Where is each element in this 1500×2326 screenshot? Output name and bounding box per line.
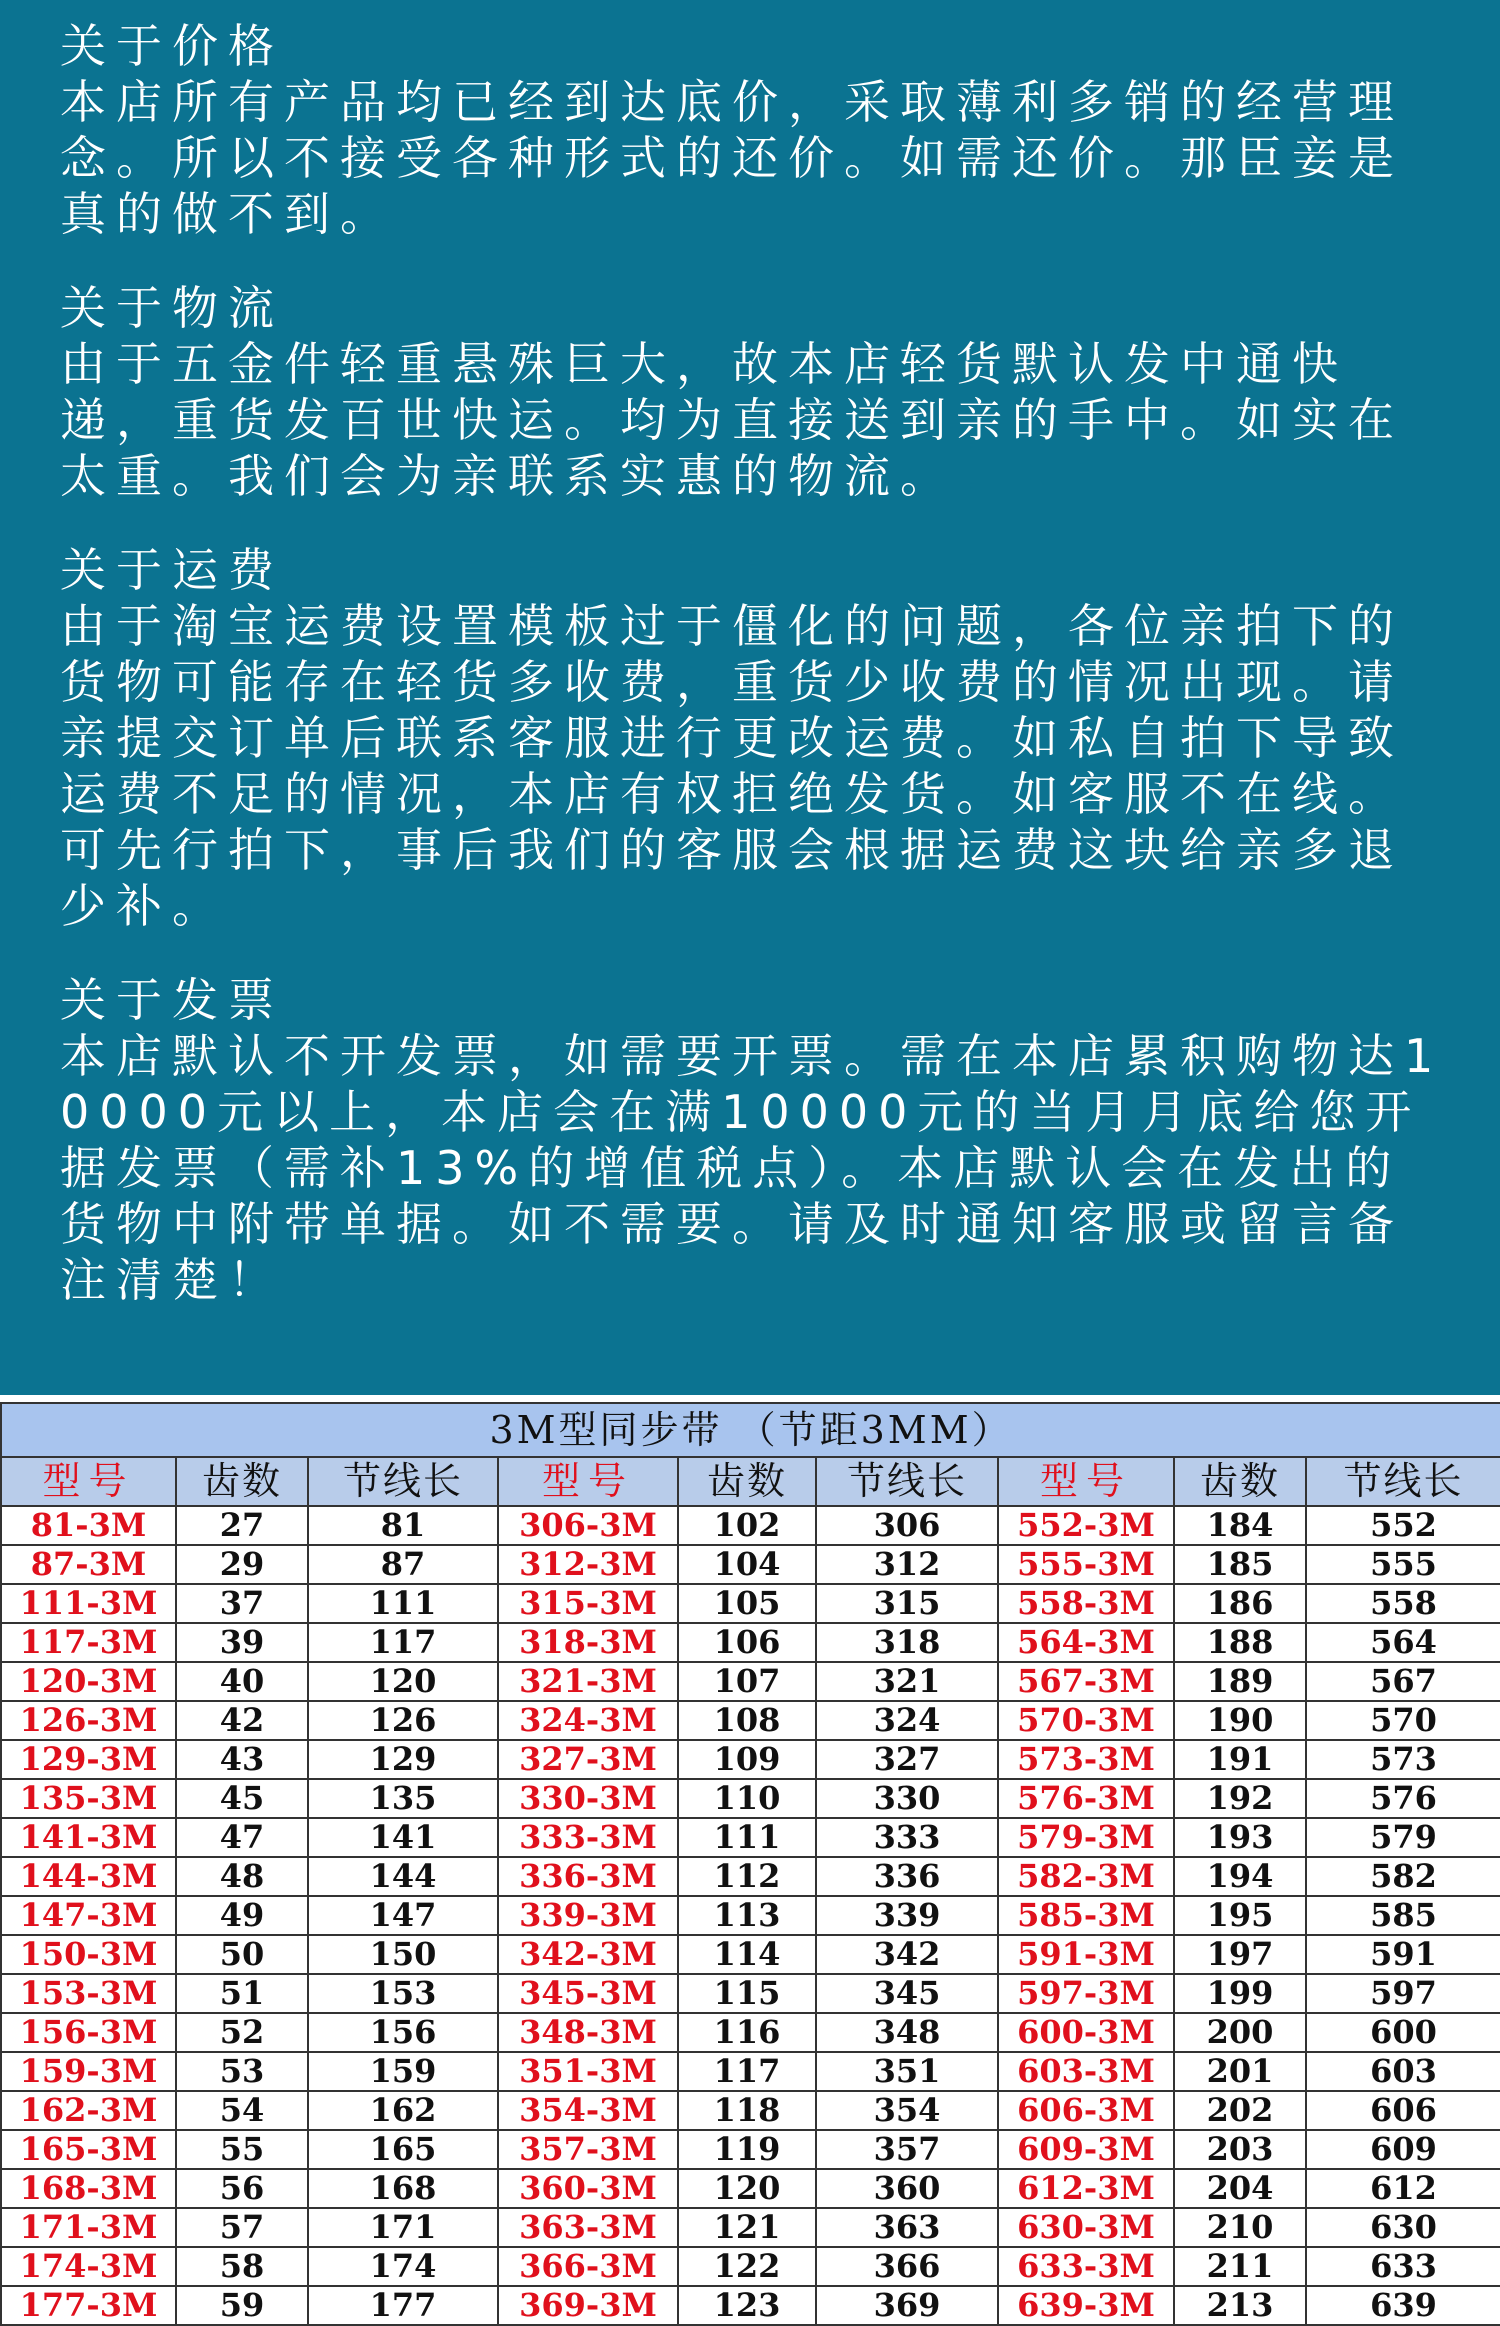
model-cell: 162-3M — [1, 2091, 176, 2130]
teeth-cell: 191 — [1174, 1740, 1306, 1779]
teeth-cell: 45 — [176, 1779, 308, 1818]
pitch-length-cell: 348 — [816, 2013, 998, 2052]
model-cell: 612-3M — [998, 2169, 1174, 2208]
pitch-length-cell: 582 — [1306, 1857, 1500, 1896]
column-header-pitch-length: 节线长 — [308, 1457, 498, 1506]
notice-section-shipping-fee — [60, 542, 1448, 934]
pitch-length-cell: 150 — [308, 1935, 498, 1974]
table-row — [1, 1779, 1500, 1818]
pitch-length-cell: 141 — [308, 1818, 498, 1857]
pitch-length-cell: 570 — [1306, 1701, 1500, 1740]
model-cell: 564-3M — [998, 1623, 1174, 1662]
pitch-length-cell: 609 — [1306, 2130, 1500, 2169]
section-body: 本店所有产品均已经到达底价，采取薄利多销的经营理念。所以不接受各种形式的还价。如需还价。那臣妾是真的做不到。 — [60, 75, 1404, 241]
teeth-cell: 48 — [176, 1857, 308, 1896]
model-cell: 558-3M — [998, 1584, 1174, 1623]
teeth-cell: 122 — [678, 2247, 816, 2286]
pitch-length-cell: 144 — [308, 1857, 498, 1896]
model-cell: 126-3M — [1, 1701, 176, 1740]
teeth-cell: 57 — [176, 2208, 308, 2247]
pitch-length-cell: 330 — [816, 1779, 998, 1818]
teeth-cell: 213 — [1174, 2286, 1306, 2325]
table-row — [1, 1506, 1500, 1545]
teeth-cell: 121 — [678, 2208, 816, 2247]
model-cell: 87-3M — [1, 1545, 176, 1584]
pitch-length-cell: 639 — [1306, 2286, 1500, 2325]
teeth-cell: 201 — [1174, 2052, 1306, 2091]
table-row — [1, 1974, 1500, 2013]
teeth-cell: 114 — [678, 1935, 816, 1974]
model-cell: 312-3M — [498, 1545, 678, 1584]
model-cell: 339-3M — [498, 1896, 678, 1935]
pitch-length-cell: 630 — [1306, 2208, 1500, 2247]
teeth-cell: 186 — [1174, 1584, 1306, 1623]
teeth-cell: 47 — [176, 1818, 308, 1857]
teeth-cell: 56 — [176, 2169, 308, 2208]
model-cell: 153-3M — [1, 1974, 176, 2013]
pitch-length-cell: 597 — [1306, 1974, 1500, 2013]
model-cell: 171-3M — [1, 2208, 176, 2247]
model-cell: 336-3M — [498, 1857, 678, 1896]
table-title: 3M型同步带 （节距3MM） — [1, 1403, 1500, 1457]
model-cell: 348-3M — [498, 2013, 678, 2052]
teeth-cell: 54 — [176, 2091, 308, 2130]
table-row — [1, 2247, 1500, 2286]
model-cell: 354-3M — [498, 2091, 678, 2130]
model-cell: 345-3M — [498, 1974, 678, 2013]
model-cell: 552-3M — [998, 1506, 1174, 1545]
teeth-cell: 211 — [1174, 2247, 1306, 2286]
teeth-cell: 53 — [176, 2052, 308, 2091]
teeth-cell: 119 — [678, 2130, 816, 2169]
notice-section-price — [60, 18, 1448, 242]
model-cell: 366-3M — [498, 2247, 678, 2286]
model-cell: 591-3M — [998, 1935, 1174, 1974]
pitch-length-cell: 126 — [308, 1701, 498, 1740]
pitch-length-cell: 606 — [1306, 2091, 1500, 2130]
model-cell: 150-3M — [1, 1935, 176, 1974]
section-title: 关于运费 — [60, 543, 284, 597]
pitch-length-cell: 171 — [308, 2208, 498, 2247]
model-cell: 318-3M — [498, 1623, 678, 1662]
model-cell: 639-3M — [998, 2286, 1174, 2325]
pitch-length-cell: 321 — [816, 1662, 998, 1701]
pitch-length-cell: 120 — [308, 1662, 498, 1701]
model-cell: 333-3M — [498, 1818, 678, 1857]
model-cell: 633-3M — [998, 2247, 1174, 2286]
teeth-cell: 42 — [176, 1701, 308, 1740]
pitch-length-cell: 333 — [816, 1818, 998, 1857]
pitch-length-cell: 81 — [308, 1506, 498, 1545]
column-header-teeth: 齿数 — [678, 1457, 816, 1506]
pitch-length-cell: 600 — [1306, 2013, 1500, 2052]
teeth-cell: 189 — [1174, 1662, 1306, 1701]
model-cell: 567-3M — [998, 1662, 1174, 1701]
table-row — [1, 2130, 1500, 2169]
model-cell: 597-3M — [998, 1974, 1174, 2013]
pitch-length-cell: 369 — [816, 2286, 998, 2325]
teeth-cell: 123 — [678, 2286, 816, 2325]
pitch-length-cell: 174 — [308, 2247, 498, 2286]
model-cell: 363-3M — [498, 2208, 678, 2247]
pitch-length-cell: 135 — [308, 1779, 498, 1818]
pitch-length-cell: 168 — [308, 2169, 498, 2208]
teeth-cell: 40 — [176, 1662, 308, 1701]
pitch-length-cell: 633 — [1306, 2247, 1500, 2286]
teeth-cell: 116 — [678, 2013, 816, 2052]
teeth-cell: 52 — [176, 2013, 308, 2052]
teeth-cell: 109 — [678, 1740, 816, 1779]
model-cell: 144-3M — [1, 1857, 176, 1896]
teeth-cell: 111 — [678, 1818, 816, 1857]
teeth-cell: 210 — [1174, 2208, 1306, 2247]
teeth-cell: 203 — [1174, 2130, 1306, 2169]
table-title-row — [1, 1403, 1500, 1457]
table-row — [1, 2208, 1500, 2247]
column-header-pitch-length: 节线长 — [816, 1457, 998, 1506]
model-cell: 357-3M — [498, 2130, 678, 2169]
model-cell: 111-3M — [1, 1584, 176, 1623]
section-title: 关于价格 — [60, 19, 284, 73]
model-cell: 177-3M — [1, 2286, 176, 2325]
pitch-length-cell: 360 — [816, 2169, 998, 2208]
model-cell: 141-3M — [1, 1818, 176, 1857]
pitch-length-cell: 354 — [816, 2091, 998, 2130]
section-body: 本店默认不开发票，如需要开票。需在本店累积购物达10000元以上，本店会在满10000元的当月月底给您开据发票（需补13%的增值税点）。本店默认会在发出的货物中附带单据。如不需要。请及时通知客服或留言备注清楚！ — [60, 1029, 1444, 1307]
teeth-cell: 192 — [1174, 1779, 1306, 1818]
teeth-cell: 184 — [1174, 1506, 1306, 1545]
model-cell: 147-3M — [1, 1896, 176, 1935]
model-cell: 156-3M — [1, 2013, 176, 2052]
teeth-cell: 37 — [176, 1584, 308, 1623]
teeth-cell: 59 — [176, 2286, 308, 2325]
model-cell: 81-3M — [1, 1506, 176, 1545]
column-header-model: 型号 — [498, 1457, 678, 1506]
table-row — [1, 1545, 1500, 1584]
model-cell: 120-3M — [1, 1662, 176, 1701]
model-cell: 327-3M — [498, 1740, 678, 1779]
pitch-length-cell: 312 — [816, 1545, 998, 1584]
model-cell: 129-3M — [1, 1740, 176, 1779]
table-row — [1, 1584, 1500, 1623]
notice-section-invoice — [60, 972, 1448, 1308]
teeth-cell: 200 — [1174, 2013, 1306, 2052]
pitch-length-cell: 177 — [308, 2286, 498, 2325]
teeth-cell: 106 — [678, 1623, 816, 1662]
section-title: 关于物流 — [60, 281, 284, 335]
teeth-cell: 199 — [1174, 1974, 1306, 2013]
teeth-cell: 50 — [176, 1935, 308, 1974]
column-header-pitch-length: 节线长 — [1306, 1457, 1500, 1506]
column-header-model: 型号 — [1, 1457, 176, 1506]
pitch-length-cell: 576 — [1306, 1779, 1500, 1818]
pitch-length-cell: 579 — [1306, 1818, 1500, 1857]
teeth-cell: 27 — [176, 1506, 308, 1545]
teeth-cell: 49 — [176, 1896, 308, 1935]
model-cell: 330-3M — [498, 1779, 678, 1818]
pitch-length-cell: 558 — [1306, 1584, 1500, 1623]
table-row — [1, 1818, 1500, 1857]
teeth-cell: 120 — [678, 2169, 816, 2208]
teeth-cell: 112 — [678, 1857, 816, 1896]
pitch-length-cell: 555 — [1306, 1545, 1500, 1584]
teeth-cell: 115 — [678, 1974, 816, 2013]
model-cell: 321-3M — [498, 1662, 678, 1701]
pitch-length-cell: 612 — [1306, 2169, 1500, 2208]
teeth-cell: 117 — [678, 2052, 816, 2091]
pitch-length-cell: 165 — [308, 2130, 498, 2169]
notice-section-logistics — [60, 280, 1448, 504]
timing-belt-spec-table — [0, 1402, 1500, 2326]
pitch-length-cell: 153 — [308, 1974, 498, 2013]
model-cell: 174-3M — [1, 2247, 176, 2286]
section-body: 由于五金件轻重悬殊巨大，故本店轻货默认发中通快递，重货发百世快运。均为直接送到亲的手中。如实在太重。我们会为亲联系实惠的物流。 — [60, 337, 1404, 503]
table-row — [1, 2052, 1500, 2091]
teeth-cell: 118 — [678, 2091, 816, 2130]
pitch-length-cell: 87 — [308, 1545, 498, 1584]
pitch-length-cell: 117 — [308, 1623, 498, 1662]
table-row — [1, 1623, 1500, 1662]
pitch-length-cell: 318 — [816, 1623, 998, 1662]
pitch-length-cell: 567 — [1306, 1662, 1500, 1701]
teeth-cell: 204 — [1174, 2169, 1306, 2208]
table-row — [1, 1857, 1500, 1896]
model-cell: 165-3M — [1, 2130, 176, 2169]
teeth-cell: 105 — [678, 1584, 816, 1623]
model-cell: 360-3M — [498, 2169, 678, 2208]
model-cell: 135-3M — [1, 1779, 176, 1818]
pitch-length-cell: 603 — [1306, 2052, 1500, 2091]
teeth-cell: 29 — [176, 1545, 308, 1584]
table-row — [1, 1935, 1500, 1974]
pitch-length-cell: 159 — [308, 2052, 498, 2091]
pitch-length-cell: 306 — [816, 1506, 998, 1545]
teeth-cell: 107 — [678, 1662, 816, 1701]
model-cell: 555-3M — [998, 1545, 1174, 1584]
teeth-cell: 51 — [176, 1974, 308, 2013]
pitch-length-cell: 591 — [1306, 1935, 1500, 1974]
section-title: 关于发票 — [60, 973, 284, 1027]
pitch-length-cell: 585 — [1306, 1896, 1500, 1935]
pitch-length-cell: 327 — [816, 1740, 998, 1779]
model-cell: 582-3M — [998, 1857, 1174, 1896]
column-header-teeth: 齿数 — [176, 1457, 308, 1506]
teeth-cell: 102 — [678, 1506, 816, 1545]
pitch-length-cell: 366 — [816, 2247, 998, 2286]
model-cell: 306-3M — [498, 1506, 678, 1545]
table-row — [1, 1662, 1500, 1701]
model-cell: 585-3M — [998, 1896, 1174, 1935]
pitch-length-cell: 336 — [816, 1857, 998, 1896]
teeth-cell: 202 — [1174, 2091, 1306, 2130]
model-cell: 603-3M — [998, 2052, 1174, 2091]
teeth-cell: 58 — [176, 2247, 308, 2286]
model-cell: 579-3M — [998, 1818, 1174, 1857]
model-cell: 159-3M — [1, 2052, 176, 2091]
pitch-length-cell: 351 — [816, 2052, 998, 2091]
table-row — [1, 1740, 1500, 1779]
pitch-length-cell: 324 — [816, 1701, 998, 1740]
teeth-cell: 190 — [1174, 1701, 1306, 1740]
model-cell: 609-3M — [998, 2130, 1174, 2169]
model-cell: 117-3M — [1, 1623, 176, 1662]
pitch-length-cell: 315 — [816, 1584, 998, 1623]
pitch-length-cell: 156 — [308, 2013, 498, 2052]
model-cell: 168-3M — [1, 2169, 176, 2208]
pitch-length-cell: 357 — [816, 2130, 998, 2169]
table-row — [1, 2091, 1500, 2130]
teeth-cell: 39 — [176, 1623, 308, 1662]
table-header-row — [1, 1457, 1500, 1506]
pitch-length-cell: 129 — [308, 1740, 498, 1779]
teeth-cell: 193 — [1174, 1818, 1306, 1857]
teeth-cell: 197 — [1174, 1935, 1306, 1974]
model-cell: 315-3M — [498, 1584, 678, 1623]
teeth-cell: 185 — [1174, 1545, 1306, 1584]
teeth-cell: 195 — [1174, 1896, 1306, 1935]
model-cell: 573-3M — [998, 1740, 1174, 1779]
table-row — [1, 1896, 1500, 1935]
table-row — [1, 2286, 1500, 2325]
column-header-model: 型号 — [998, 1457, 1174, 1506]
model-cell: 351-3M — [498, 2052, 678, 2091]
section-body: 由于淘宝运费设置模板过于僵化的问题，各位亲拍下的货物可能存在轻货多收费，重货少收费的情况出现。请亲提交订单后联系客服进行更改运费。如私自拍下导致运费不足的情况，本店有权拒绝发货。如客服不在线。可先行拍下，事后我们的客服会根据运费这块给亲多退少补。 — [60, 599, 1404, 933]
model-cell: 369-3M — [498, 2286, 678, 2325]
teeth-cell: 108 — [678, 1701, 816, 1740]
pitch-length-cell: 162 — [308, 2091, 498, 2130]
model-cell: 606-3M — [998, 2091, 1174, 2130]
pitch-length-cell: 564 — [1306, 1623, 1500, 1662]
model-cell: 324-3M — [498, 1701, 678, 1740]
teeth-cell: 104 — [678, 1545, 816, 1584]
model-cell: 630-3M — [998, 2208, 1174, 2247]
model-cell: 570-3M — [998, 1701, 1174, 1740]
teeth-cell: 55 — [176, 2130, 308, 2169]
teeth-cell: 43 — [176, 1740, 308, 1779]
pitch-length-cell: 363 — [816, 2208, 998, 2247]
teeth-cell: 110 — [678, 1779, 816, 1818]
pitch-length-cell: 111 — [308, 1584, 498, 1623]
pitch-length-cell: 345 — [816, 1974, 998, 2013]
pitch-length-cell: 147 — [308, 1896, 498, 1935]
pitch-length-cell: 342 — [816, 1935, 998, 1974]
column-header-teeth: 齿数 — [1174, 1457, 1306, 1506]
model-cell: 576-3M — [998, 1779, 1174, 1818]
pitch-length-cell: 552 — [1306, 1506, 1500, 1545]
teeth-cell: 113 — [678, 1896, 816, 1935]
table-body — [1, 1506, 1500, 2325]
pitch-length-cell: 339 — [816, 1896, 998, 1935]
table-row — [1, 2013, 1500, 2052]
teeth-cell: 194 — [1174, 1857, 1306, 1896]
teeth-cell: 188 — [1174, 1623, 1306, 1662]
model-cell: 342-3M — [498, 1935, 678, 1974]
pitch-length-cell: 573 — [1306, 1740, 1500, 1779]
table-row — [1, 1701, 1500, 1740]
model-cell: 600-3M — [998, 2013, 1174, 2052]
table-row — [1, 2169, 1500, 2208]
